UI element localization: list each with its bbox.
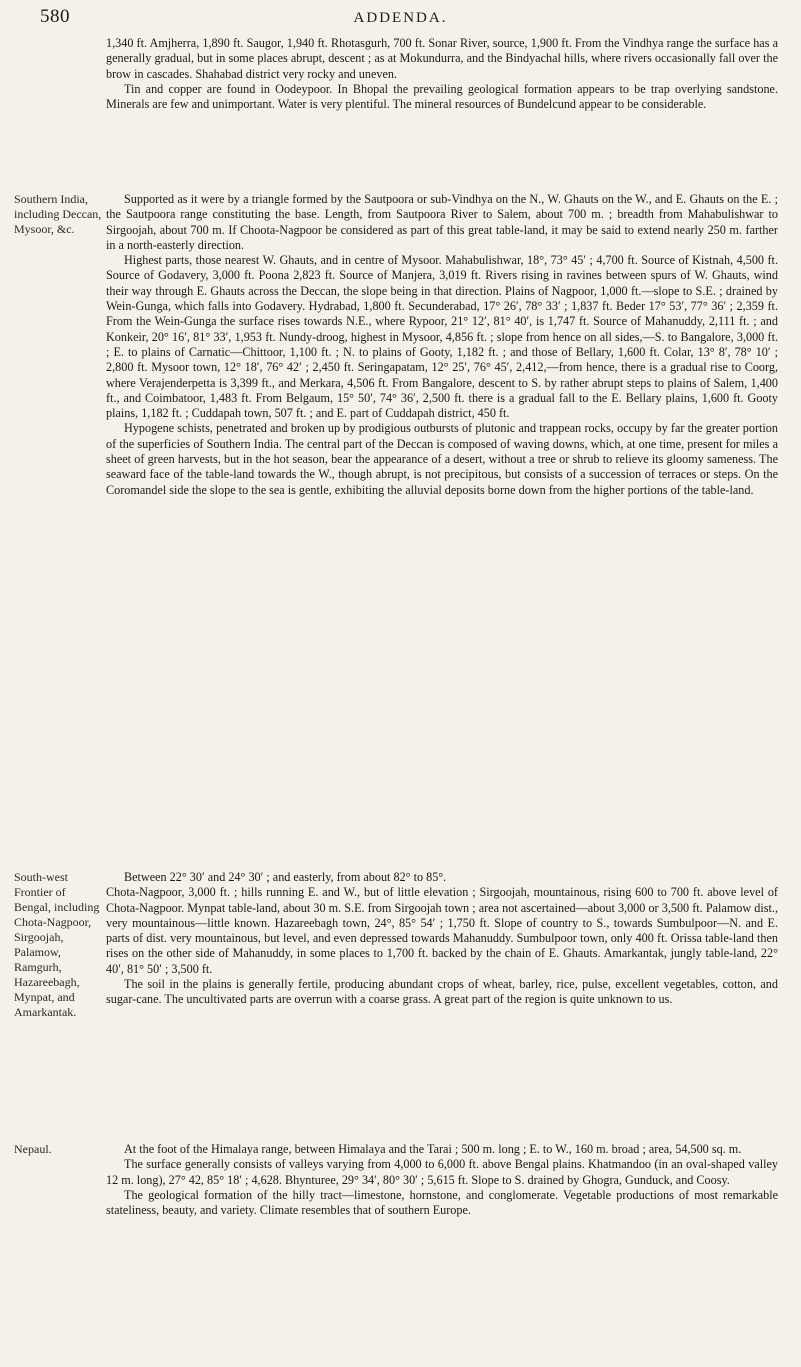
page-number: 580 [40, 6, 70, 27]
paragraph: The surface generally consists of valleys varying from 4,000 to 6,000 ft. above Bengal plains. Khatmandoo (in an oval-shaped valley 12 m. long), 27° 42, 85° 18′ ; 4,628. Bhynturee, 29° 34′, 80° 30′ ; 5,615 ft. Slope to S. drained by Ghogra, Gunduck, and Coosy. [106, 1157, 778, 1187]
sidenote: Nepaul. [14, 1142, 52, 1156]
section-body [106, 192, 778, 498]
paragraph: Between 22° 30′ and 24° 30′ ; and easterly, from about 82° to 85°. [124, 870, 447, 884]
sidenote: South-west Frontier of Bengal, including Chota-Nagpoor, Sirgoojah, Palamow, Ramgurh, Hazareebagh, Mynpat, and Amarkantak. [14, 870, 100, 1019]
paragraph: Supported as it were by a triangle formed by the Sautpoora or sub-Vindhya on the N., W. Ghauts on the W., and E. Ghauts on the E. ; the Sautpoora range constituting the base. Length, from Sautpoora River to Salem, about 700 m. ; breadth from Mahabulishwar to Sirgoojah, about 700 m. If Choota-Nagpoor be considered as part of this great table-land, it may be said to extend nearly 250 m. farther in a north-easterly direction. [106, 192, 778, 252]
section-body [106, 36, 778, 112]
sidenote: Southern India, including Deccan, Mysoor, &c. [14, 192, 102, 236]
running-head: ADDENDA. [353, 10, 448, 26]
paragraph: Highest parts, those nearest W. Ghauts, and in centre of Mysoor. Mahabulishwar, 18°, 73° 45′ ; 4,700 ft. Source of Kistnah, 4,500 ft. Source of Godavery, 3,000 ft. Poona 2,823 ft. Source of Manjera, 3,019 ft. Rivers rising in ravines between spurs of W. Ghauts, wind their way through E. Ghauts across the Deccan, the slope being in that direction. Plains of Nagpoor, 1,000 ft.—slope to S.E. ; drained by Wein-Gunga, which falls into Godavery. Hydrabad, 1,800 ft. Secunderabad, 17° 26′, 78° 33′ ; 1,837 ft. Beder 17° 53′, 77° 36′ ; 2,359 ft. From the Wein-Gunga the surface rises towards N.E., where Rypoor, 21° 12′, 81° 40′, is 1,747 ft. Source of Mahanuddy, 2,111 ft. ; and Konkeir, 20° 16′, 81° 33′, 1,953 ft. Nundy-droog, highest in Mysoor, 4,856 ft. ; slope from hence on all sides,—S. to Bangalore, 3,000 ft. ; E. to plains of Carnatic—Chittoor, 1,100 ft. ; N. to plains of Gooty, 1,182 ft. ; and those of Bellary, 1,600 ft. Colar, 13° 8′, 78° 10′ ; 2,800 ft. Mysoor town, 12° 18′, 76° 42′ ; 2,450 ft. Seringapatam, 12° 25′, 76° 45′, 2,412,—from hence, there is a gradual rise to Coorg, where Verajenderpetta is 3,399 ft., and Merkara, 4,506 ft. From Bangalore, descent to S. by rather abrupt steps to plains of Salem, 1,400 ft., and Coimbatoor, 1,483 ft. From Belgaum, 15° 50′, 74° 36′, 2,500 ft. there is a gradual fall to the E. Bellary plains, 1,600 ft. Gooty plains, 1,182 ft. ; Cuddapah town, 507 ft. ; and E. part of Cuddapah district, 450 ft. [106, 253, 778, 421]
paragraph: At the foot of the Himalaya range, between Himalaya and the Tarai ; 500 m. long ; E. to W., 160 m. broad ; area, 54,500 sq. m. [124, 1142, 742, 1156]
paragraph: The geological formation of the hilly tract—limestone, hornstone, and conglomerate. Vegetable productions of most remarkable stateliness, beauty, and variety. Climate resembles that of southern Europe. [106, 1187, 778, 1218]
paragraph: Tin and copper are found in Oodeypoor. In Bhopal the prevailing geological formation appears to be trap overlying sandstone. Minerals are few and unimportant. Water is very plentiful. The mineral resources of Bundelcund appear to be considerable. [106, 81, 778, 112]
paragraph: Chota-Nagpoor, 3,000 ft. ; hills running E. and W., but of little elevation ; Sirgoojah, mountainous, rising 600 to 700 ft. above level of Chota-Nagpoor. Mynpat table-land, about 30 m. S.E. from Sirgoojah town ; area not ascertained—about 3,000 or 3,500 ft. Palamow dist., very mountainous—little known. Hazareebagh town, 24°, 85° 54′ ; 1,750 ft. Slope of country to S., towards Sumbulpoor—N. and E. parts of dist. very mountainous, but level, and even depressed towards Mahanuddy. Sumbulpoor town, only 400 ft. Orissa table-land then rises on the other side of Mahanuddy, in some places to 1,700 ft. backed by the chain of E. Ghauts. Amarkantak, jungly table-land, 22° 40′, 81° 50′ ; 3,500 ft. [106, 885, 778, 976]
section-body [106, 870, 778, 1008]
section-body [106, 1142, 778, 1218]
paragraph: Hypogene schists, penetrated and broken up by prodigious outbursts of plutonic and trappean rocks, occupy by far the greater portion of the superficies of Southern India. The central part of the Deccan is composed of waving downs, which, at one time, present for miles a sheet of green harvests, but in the hot season, bear the appearance of a desert, without a tree or shrub to relieve its gloomy sameness. The seaward face of the table-land towards the W., though abrupt, is not precipitous, but consists of a succession of terraces or steps. On the Coromandel side the slope to the sea is gentle, exhibiting the alluvial deposits borne down from the higher portions of the table-land. [106, 421, 778, 497]
paragraph: 1,340 ft. Amjherra, 1,890 ft. Saugor, 1,940 ft. Rhotasgurh, 700 ft. Sonar River, source, 1,900 ft. From the Vindhya range the surface has a generally gradual, but in some places abrupt, descent ; as at Mokundurra, and the Bindyachal hills, where rivers occasionally fall over the brow in cascades. Shahabad district very rocky and uneven. [106, 36, 778, 81]
paragraph: The soil in the plains is generally fertile, producing abundant crops of wheat, barley, rice, pulse, excellent vegetables, cotton, and sugar-cane. The uncultivated parts are overrun with a coarse grass. A great part of the region is quite unknown to us. [106, 977, 778, 1007]
